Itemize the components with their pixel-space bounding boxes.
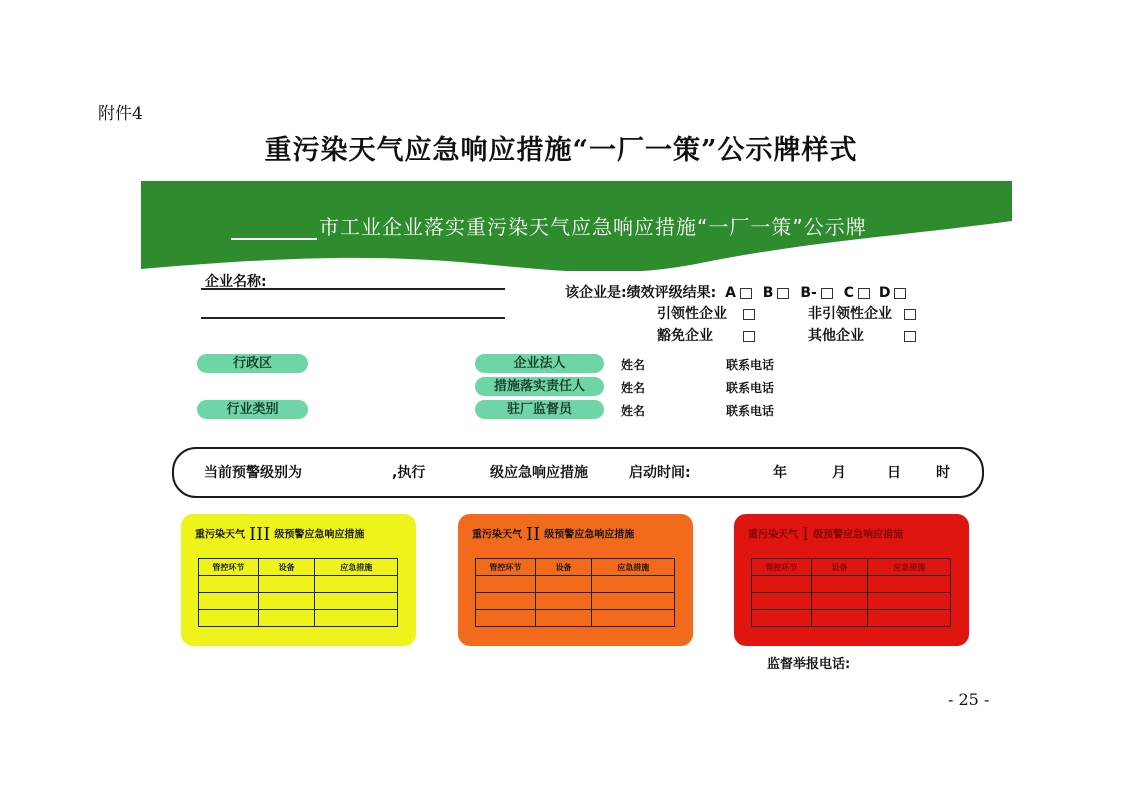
- level-3-prefix: 重污染天气: [195, 529, 245, 541]
- table-row: [199, 576, 398, 593]
- level-3-card: [181, 514, 416, 646]
- checkbox-grade-d[interactable]: [894, 288, 906, 299]
- level-3-title: [195, 524, 364, 545]
- attachment-label: 附件4: [98, 104, 143, 124]
- table-row: [752, 593, 951, 610]
- document-title: 重污染天气应急响应措施“一厂一策”公示牌样式: [264, 135, 858, 166]
- report-hotline-label: 监督举报电话:: [767, 657, 851, 672]
- level-3-numeral: III: [249, 524, 271, 545]
- level-1-header-measure: 应急措施: [868, 559, 951, 576]
- level-3-header-control: 管控环节: [199, 559, 259, 576]
- level-1-card: [734, 514, 969, 646]
- level-1-table: [751, 558, 951, 627]
- responsible-person-name-label: 姓名: [621, 381, 646, 395]
- rating-prefix: 该企业是:绩效评级结果:: [565, 285, 717, 301]
- responsible-person-phone-label: 联系电话: [726, 381, 775, 395]
- level-1-header-control: 管控环节: [752, 559, 812, 576]
- grade-b-minus: B-: [800, 285, 817, 301]
- table-row: [199, 593, 398, 610]
- status-hour: 时: [936, 465, 950, 481]
- level-1-title: [748, 524, 903, 545]
- level-3-header-measure: 应急措施: [315, 559, 398, 576]
- level-2-header-control: 管控环节: [476, 559, 536, 576]
- checkbox-grade-b[interactable]: [777, 288, 789, 299]
- grade-a: A: [725, 285, 736, 301]
- company-name-line-1: [201, 288, 505, 290]
- level-2-header-measure: 应急措施: [592, 559, 675, 576]
- checkbox-grade-c[interactable]: [858, 288, 870, 299]
- category-other: [808, 325, 916, 345]
- checkbox-leading[interactable]: [743, 309, 755, 320]
- status-month: 月: [832, 465, 846, 481]
- level-2-prefix: 重污染天气: [472, 529, 522, 541]
- city-blank-line: [231, 216, 317, 240]
- level-2-header-equipment: 设备: [535, 559, 592, 576]
- checkbox-grade-a[interactable]: [740, 288, 752, 299]
- company-name-label: 企业名称:: [205, 274, 267, 290]
- checkbox-grade-b-minus[interactable]: [821, 288, 833, 299]
- supervisor-phone-label: 联系电话: [726, 404, 775, 418]
- checkbox-non-leading[interactable]: [904, 309, 916, 320]
- category-leading-label: 引领性企业: [657, 306, 727, 322]
- level-2-card: [458, 514, 693, 646]
- level-2-numeral: II: [526, 524, 541, 545]
- grade-b: B: [762, 285, 774, 301]
- category-exempt: [657, 325, 755, 345]
- table-row: [476, 610, 675, 627]
- category-non-leading: [808, 303, 916, 323]
- pill-supervisor: 驻厂监督员: [475, 400, 604, 419]
- table-row: [752, 610, 951, 627]
- table-row: [476, 576, 675, 593]
- grade-d: D: [878, 285, 891, 301]
- rating-row: [565, 282, 906, 302]
- level-1-numeral: I: [802, 524, 810, 545]
- level-2-table: [475, 558, 675, 627]
- banner-title: [231, 211, 867, 240]
- category-leading: [657, 303, 755, 323]
- notice-board: [141, 181, 1012, 681]
- status-current-level: 当前预警级别为: [204, 465, 302, 481]
- legal-person-phone-label: 联系电话: [726, 358, 775, 372]
- checkbox-exempt[interactable]: [743, 331, 755, 342]
- status-response-level: 级应急响应措施: [490, 465, 588, 481]
- checkbox-other[interactable]: [904, 331, 916, 342]
- page-number: - 25 -: [948, 690, 990, 709]
- grade-c: C: [843, 285, 854, 301]
- table-row: [199, 610, 398, 627]
- warning-status-bar: [172, 447, 984, 498]
- status-day: 日: [887, 465, 901, 481]
- banner-title-text: 市工业企业落实重污染天气应急响应措施“一厂一策”公示牌: [319, 215, 867, 239]
- status-year: 年: [773, 465, 787, 481]
- pill-responsible-person: 措施落实责任人: [475, 377, 604, 396]
- category-non-leading-label: 非引领性企业: [808, 306, 892, 322]
- table-row: [752, 576, 951, 593]
- level-1-prefix: 重污染天气: [748, 529, 798, 541]
- level-1-suffix: 级预警应急响应措施: [813, 529, 904, 541]
- legal-person-name-label: 姓名: [621, 358, 646, 372]
- table-row: [476, 593, 675, 610]
- level-1-header-equipment: 设备: [811, 559, 868, 576]
- level-2-title: [472, 524, 634, 545]
- pill-industry: 行业类别: [197, 400, 308, 419]
- level-2-suffix: 级预警应急响应措施: [544, 529, 635, 541]
- pill-district: 行政区: [197, 354, 308, 373]
- category-other-label: 其他企业: [808, 328, 864, 344]
- level-3-table: [198, 558, 398, 627]
- level-3-suffix: 级预警应急响应措施: [274, 529, 365, 541]
- pill-legal-person: 企业法人: [475, 354, 604, 373]
- category-exempt-label: 豁免企业: [657, 328, 713, 344]
- status-execute: ,执行: [392, 465, 426, 481]
- level-3-header-equipment: 设备: [258, 559, 315, 576]
- supervisor-name-label: 姓名: [621, 404, 646, 418]
- company-name-line-2: [201, 317, 505, 319]
- status-start-time: 启动时间:: [629, 465, 691, 481]
